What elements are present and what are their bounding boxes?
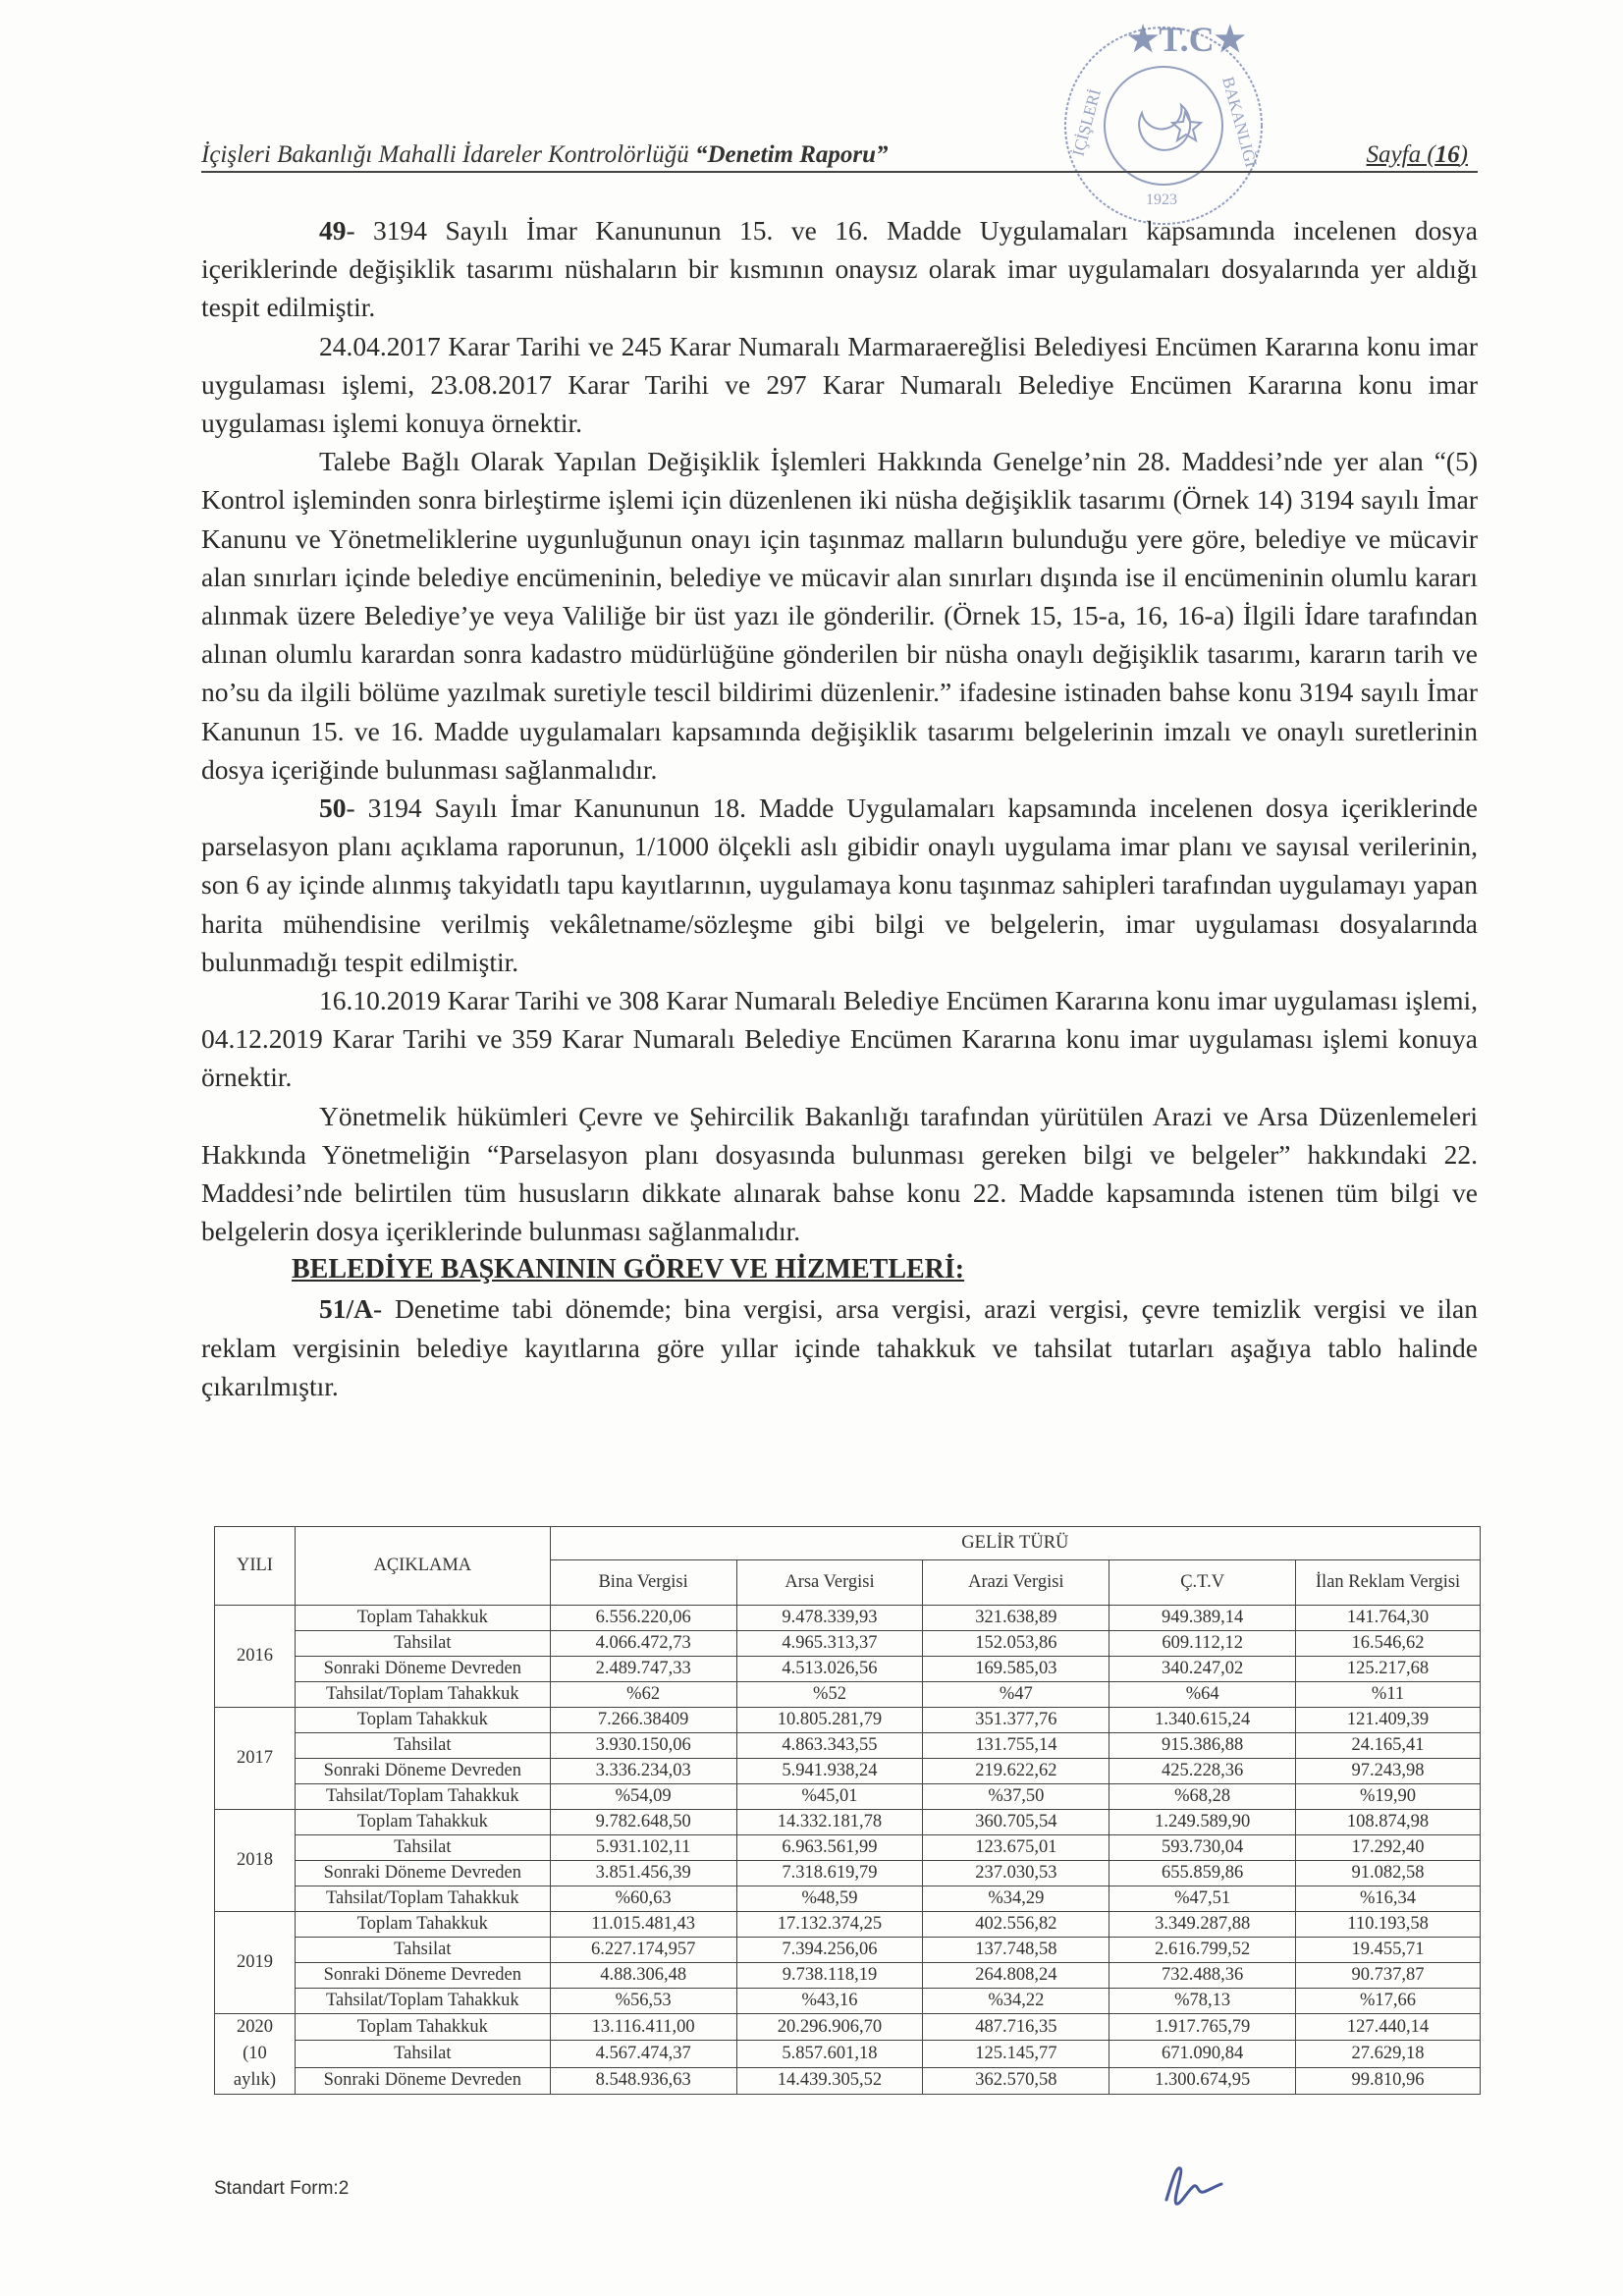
row-label: Tahsilat/Toplam Tahakkuk xyxy=(295,1989,550,2014)
finding-49-example: 24.04.2017 Karar Tarihi ve 245 Karar Numaralı Marmaraereğlisi Belediyesi Encümen Kararına konu imar uygulaması işlemi, 23.08.2017 Karar Tarihi ve 297 Karar Numaralı Belediye Encümen Kararına konu imar uygulaması işlemi konuya örnektir. xyxy=(201,330,1478,439)
table-row xyxy=(215,1759,1481,1784)
col-year-header: YILI xyxy=(215,1527,296,1606)
form-label: Standart Form:2 xyxy=(214,2178,350,2199)
finding-50-rule: Yönetmelik hükümleri Çevre ve Şehircilik Bakanlığı tarafından yürütülen Arazi ve Arsa Düzenlemeleri Hakkında Yönetmeliğin “Parselasyon planı dosyasında bulunması gereken bilgi ve belgeler” hakkındaki 22. Maddesi’nde belirtilen tüm hususların dikkate alınarak bahse konu 22. Madde kapsamında istenen tüm bilgi ve belgelerin dosya içeriklerinde bulunması sağlanmalıdır. xyxy=(201,1100,1478,1247)
value-cell: %16,34 xyxy=(1296,1886,1481,1912)
value-cell: 90.737,87 xyxy=(1296,1963,1481,1989)
value-cell: %62 xyxy=(550,1682,736,1708)
year-text: 2018 xyxy=(236,1850,273,1870)
table-row xyxy=(215,1708,1481,1733)
value-cell: 110.193,58 xyxy=(1296,1912,1481,1938)
value-cell: 1.300.674,95 xyxy=(1109,2067,1296,2094)
value-cell: 487.716,35 xyxy=(923,2014,1109,2041)
table-row xyxy=(215,1810,1481,1835)
table-row xyxy=(215,1938,1481,1963)
value-cell: 3.349.287,88 xyxy=(1109,1912,1296,1938)
page-prefix: Sayfa ( xyxy=(1366,141,1435,168)
revenue-type-header: Arsa Vergisi xyxy=(736,1560,923,1606)
value-cell: 4.066.472,73 xyxy=(550,1631,736,1657)
header-ministry: İçişleri Bakanlığı Mahalli İdareler Kontrolörlüğü xyxy=(201,141,695,168)
value-cell: 655.859,86 xyxy=(1109,1861,1296,1886)
value-cell: 402.556,82 xyxy=(923,1912,1109,1938)
value-cell: 14.332.181,78 xyxy=(736,1810,923,1835)
year-cell xyxy=(215,1810,296,1912)
table-row xyxy=(215,1657,1481,1682)
value-cell: 108.874,98 xyxy=(1296,1810,1481,1835)
table-row xyxy=(215,1989,1481,2014)
value-cell: 8.548.936,63 xyxy=(550,2067,736,2094)
row-label: Sonraki Döneme Devreden xyxy=(295,1657,550,1682)
value-cell: 27.629,18 xyxy=(1296,2041,1481,2067)
value-cell: %56,53 xyxy=(550,1989,736,2014)
revenue-type-header: Ç.T.V xyxy=(1109,1560,1296,1606)
value-cell: %78,13 xyxy=(1109,1989,1296,2014)
row-label: Sonraki Döneme Devreden xyxy=(295,1759,550,1784)
value-cell: 6.556.220,06 xyxy=(550,1606,736,1631)
row-label: Tahsilat/Toplam Tahakkuk xyxy=(295,1682,550,1708)
value-cell: 593.730,04 xyxy=(1109,1835,1296,1861)
value-cell: 1.340.615,24 xyxy=(1109,1708,1296,1733)
value-cell: %52 xyxy=(736,1682,923,1708)
year-text: 2019 xyxy=(236,1952,273,1972)
value-cell: %19,90 xyxy=(1296,1784,1481,1810)
value-cell: %43,16 xyxy=(736,1989,923,2014)
row-label: Tahsilat xyxy=(295,1631,550,1657)
value-cell: 13.116.411,00 xyxy=(550,2014,736,2041)
table-row xyxy=(215,1784,1481,1810)
table-row xyxy=(215,2014,1481,2041)
value-cell: 169.585,03 xyxy=(923,1657,1109,1682)
table-body xyxy=(215,1606,1481,2095)
row-label: Sonraki Döneme Devreden xyxy=(295,1963,550,1989)
value-cell: 609.112,12 xyxy=(1109,1631,1296,1657)
value-cell: %48,59 xyxy=(736,1886,923,1912)
value-cell: 125.145,77 xyxy=(923,2041,1109,2067)
row-label: Sonraki Döneme Devreden xyxy=(295,2067,550,2094)
finding-49-rule: Talebe Bağlı Olarak Yapılan Değişiklik İşlemleri Hakkında Genelge’nin 28. Maddesi’nde yer alan “(5) Kontrol işleminden sonra birleştirme işlemi için düzenlenen iki nüsha değişiklik tasarımı (Örnek 14) 3194 sayılı İmar Kanunu ve Yönetmeliklerine uygunluğunun onayı için taşınmaz malların bulunduğu yere göre, belediye ve mücavir alan sınırları içinde belediye encümeninin, belediye ve mücavir alan sınırları dışında ise il encümeninin olumlu kararı alınmak üzere Belediye’ye veya Valiliğe bir üst yazı ile gönderilir. (Örnek 15, 15-a, 16, 16-a) İlgili İdare tarafından alınan olumlu karardan sonra kadastro müdürlüğüne gönderilen bir nüsha onaylı değişiklik tasarımı, kararın tarih ve no’su da ilgili bölüme yazılmak suretiyle tescil bildirimi düzenlenir.” ifadesine istinaden bahse konu 3194 sayılı İmar Kanunun 15. ve 16. Madde uygulamaları kapsamında değişiklik tasarımı belgelerinin imzalı ve onaylı suretlerinin dosya içeriğinde bulunması sağlanmalıdır. xyxy=(201,446,1478,785)
value-cell: %68,28 xyxy=(1109,1784,1296,1810)
table-row xyxy=(215,1963,1481,1989)
finding-49 xyxy=(201,211,1478,327)
value-cell: 4.567.474,37 xyxy=(550,2041,736,2067)
value-cell: 9.782.648,50 xyxy=(550,1810,736,1835)
row-label: Toplam Tahakkuk xyxy=(295,2014,550,2041)
value-cell: 237.030,53 xyxy=(923,1861,1109,1886)
page-num: 16 xyxy=(1434,141,1460,168)
value-cell: %11 xyxy=(1296,1682,1481,1708)
finding-text: - Denetime tabi dönemde; bina vergisi, arsa vergisi, arazi vergisi, çevre temizlik vergisi ve ilan reklam vergisinin belediye kayıtlarına göre yıllar içinde tahakkuk ve tahsilat tutarları aşağıya tablo halinde çıkarılmıştır. xyxy=(201,1293,1478,1401)
finding-text: - 3194 Sayılı İmar Kanununun 15. ve 16. Madde Uygulamaları kapsamında incelenen dosya içeriklerinde değişiklik tasarımı nüshaların bir kısmının onaysız olarak imar uygulamaları dosyalarında yer aldığı tespit edilmiştir. xyxy=(201,215,1478,323)
value-cell: 97.243,98 xyxy=(1296,1759,1481,1784)
row-label: Sonraki Döneme Devreden xyxy=(295,1861,550,1886)
value-cell: 7.394.256,06 xyxy=(736,1938,923,1963)
value-cell: 340.247,02 xyxy=(1109,1657,1296,1682)
header-report-name: “Denetim Raporu” xyxy=(694,141,889,168)
revenue-type-group-header: GELİR TÜRÜ xyxy=(550,1527,1480,1560)
table-row xyxy=(215,1886,1481,1912)
value-cell: 949.389,14 xyxy=(1109,1606,1296,1631)
value-cell: 4.965.313,37 xyxy=(736,1631,923,1657)
value-cell: 141.764,30 xyxy=(1296,1606,1481,1631)
value-cell: %34,29 xyxy=(923,1886,1109,1912)
value-cell: 137.748,58 xyxy=(923,1938,1109,1963)
page-header xyxy=(201,128,1478,173)
finding-50-example: 16.10.2019 Karar Tarihi ve 308 Karar Numaralı Belediye Encümen Kararına konu imar uygulaması işlemi, 04.12.2019 Karar Tarihi ve 359 Karar Numaralı Belediye Encümen Kararına konu imar uygulaması işlemi konuya örnektir. xyxy=(201,985,1478,1093)
value-cell: 1.249.589,90 xyxy=(1109,1810,1296,1835)
value-cell: 425.228,36 xyxy=(1109,1759,1296,1784)
table-row xyxy=(215,1861,1481,1886)
value-cell: 7.266.38409 xyxy=(550,1708,736,1733)
value-cell: 7.318.619,79 xyxy=(736,1861,923,1886)
row-label: Tahsilat xyxy=(295,2041,550,2067)
page-suffix: ) xyxy=(1459,141,1468,168)
value-cell: %64 xyxy=(1109,1682,1296,1708)
value-cell: 351.377,76 xyxy=(923,1708,1109,1733)
value-cell: %45,01 xyxy=(736,1784,923,1810)
row-label: Toplam Tahakkuk xyxy=(295,1912,550,1938)
report-body xyxy=(201,211,1478,1405)
revenue-type-header: Arazi Vergisi xyxy=(923,1560,1109,1606)
value-cell: %47,51 xyxy=(1109,1886,1296,1912)
value-cell: 5.931.102,11 xyxy=(550,1835,736,1861)
value-cell: 125.217,68 xyxy=(1296,1657,1481,1682)
row-label: Tahsilat xyxy=(295,1835,550,1861)
value-cell: 123.675,01 xyxy=(923,1835,1109,1861)
year-text: 2020 xyxy=(236,2017,273,2037)
value-cell: 3.336.234,03 xyxy=(550,1759,736,1784)
year-text: aylık) xyxy=(233,2070,277,2090)
table-row xyxy=(215,1835,1481,1861)
year-cell xyxy=(215,1708,296,1810)
year-cell xyxy=(215,2014,296,2095)
value-cell: 915.386,88 xyxy=(1109,1733,1296,1759)
value-cell: 4.513.026,56 xyxy=(736,1657,923,1682)
table-row xyxy=(215,2067,1481,2094)
year-text: 2016 xyxy=(236,1646,273,1666)
table-row xyxy=(215,1912,1481,1938)
table-row xyxy=(215,1733,1481,1759)
value-cell: 131.755,14 xyxy=(923,1733,1109,1759)
value-cell: 219.622,62 xyxy=(923,1759,1109,1784)
row-label: Tahsilat/Toplam Tahakkuk xyxy=(295,1886,550,1912)
row-label: Tahsilat xyxy=(295,1733,550,1759)
year-text: 2017 xyxy=(236,1748,273,1768)
finding-number: 50 xyxy=(319,793,347,824)
value-cell: 10.805.281,79 xyxy=(736,1708,923,1733)
value-cell: 14.439.305,52 xyxy=(736,2067,923,2094)
value-cell: 17.132.374,25 xyxy=(736,1912,923,1938)
tax-revenue-table xyxy=(214,1526,1481,2095)
row-label: Toplam Tahakkuk xyxy=(295,1606,550,1631)
revenue-type-header: İlan Reklam Vergisi xyxy=(1296,1560,1481,1606)
value-cell: 362.570,58 xyxy=(923,2067,1109,2094)
revenue-type-header: Bina Vergisi xyxy=(550,1560,736,1606)
year-cell xyxy=(215,1912,296,2014)
value-cell: %37,50 xyxy=(923,1784,1109,1810)
value-cell: 19.455,71 xyxy=(1296,1938,1481,1963)
value-cell: 5.941.938,24 xyxy=(736,1759,923,1784)
section-heading: BELEDİYE BAŞKANININ GÖREV VE HİZMETLERİ: xyxy=(292,1254,965,1285)
seal-year: 1923 xyxy=(1146,191,1177,208)
seal-right-text: BAKANLIĞI xyxy=(1218,75,1261,170)
value-cell: 3.851.456,39 xyxy=(550,1861,736,1886)
row-label: Tahsilat xyxy=(295,1938,550,1963)
value-cell: 5.857.601,18 xyxy=(736,2041,923,2067)
row-label: Tahsilat/Toplam Tahakkuk xyxy=(295,1784,550,1810)
value-cell: 16.546,62 xyxy=(1296,1631,1481,1657)
value-cell: 2.489.747,33 xyxy=(550,1657,736,1682)
row-label: Toplam Tahakkuk xyxy=(295,1708,550,1733)
value-cell: 360.705,54 xyxy=(923,1810,1109,1835)
page-number xyxy=(1367,141,1468,169)
finding-text: - 3194 Sayılı İmar Kanununun 18. Madde Uygulamaları kapsamında incelenen dosya içeriklerinde parselasyon planı açıklama raporunun, 1/1000 ölçekli aslı gibidir onaylı uygulama imar planı ve sayısal verilerinin, son 6 ay içinde alınmış takyidatlı tapu kayıtlarının, uygulamaya konu taşınmaz sahipleri tarafından uygulamayı yapan harita mühendisine verilmiş vekâletname/sözleşme gibi bilgi ve belgelerin, imar uygulaması dosyalarında bulunmadığı tespit edilmiştir. xyxy=(201,793,1478,977)
value-cell: 9.478.339,93 xyxy=(736,1606,923,1631)
table-row xyxy=(215,1606,1481,1631)
value-cell: 6.227.174,957 xyxy=(550,1938,736,1963)
year-cell xyxy=(215,1606,296,1708)
row-label: Toplam Tahakkuk xyxy=(295,1810,550,1835)
official-seal xyxy=(1026,10,1301,236)
finding-number: 49 xyxy=(319,215,347,246)
value-cell: 24.165,41 xyxy=(1296,1733,1481,1759)
value-cell: %47 xyxy=(923,1682,1109,1708)
value-cell: 3.930.150,06 xyxy=(550,1733,736,1759)
value-cell: 152.053,86 xyxy=(923,1631,1109,1657)
value-cell: 11.015.481,43 xyxy=(550,1912,736,1938)
table-row xyxy=(215,1631,1481,1657)
value-cell: 4.88.306,48 xyxy=(550,1963,736,1989)
value-cell: 732.488,36 xyxy=(1109,1963,1296,1989)
value-cell: 91.082,58 xyxy=(1296,1861,1481,1886)
value-cell: 671.090,84 xyxy=(1109,2041,1296,2067)
value-cell: 121.409,39 xyxy=(1296,1708,1481,1733)
value-cell: 17.292,40 xyxy=(1296,1835,1481,1861)
year-text: (10 xyxy=(243,2044,267,2063)
value-cell: 1.917.765,79 xyxy=(1109,2014,1296,2041)
finding-number: 51/A xyxy=(319,1293,373,1325)
value-cell: 99.810,96 xyxy=(1296,2067,1481,2094)
seal-left-text: İÇİŞLERİ xyxy=(1068,86,1105,159)
value-cell: 4.863.343,55 xyxy=(736,1733,923,1759)
value-cell: 321.638,89 xyxy=(923,1606,1109,1631)
value-cell: 20.296.906,70 xyxy=(736,2014,923,2041)
table-row xyxy=(215,2041,1481,2067)
value-cell: 9.738.118,19 xyxy=(736,1963,923,1989)
report-title xyxy=(201,141,889,169)
value-cell: 127.440,14 xyxy=(1296,2014,1481,2041)
seal-top-text: ★T.C★ xyxy=(1127,20,1246,59)
value-cell: 264.808,24 xyxy=(923,1963,1109,1989)
finding-50 xyxy=(201,789,1478,981)
finding-51a xyxy=(201,1289,1478,1405)
col-description-header: AÇIKLAMA xyxy=(295,1527,550,1606)
value-cell: 6.963.561,99 xyxy=(736,1835,923,1861)
value-cell: %54,09 xyxy=(550,1784,736,1810)
value-cell: %34,22 xyxy=(923,1989,1109,2014)
signature-initials xyxy=(1159,2160,1227,2210)
value-cell: 2.616.799,52 xyxy=(1109,1938,1296,1963)
value-cell: %17,66 xyxy=(1296,1989,1481,2014)
value-cell: %60,63 xyxy=(550,1886,736,1912)
table-row xyxy=(215,1682,1481,1708)
